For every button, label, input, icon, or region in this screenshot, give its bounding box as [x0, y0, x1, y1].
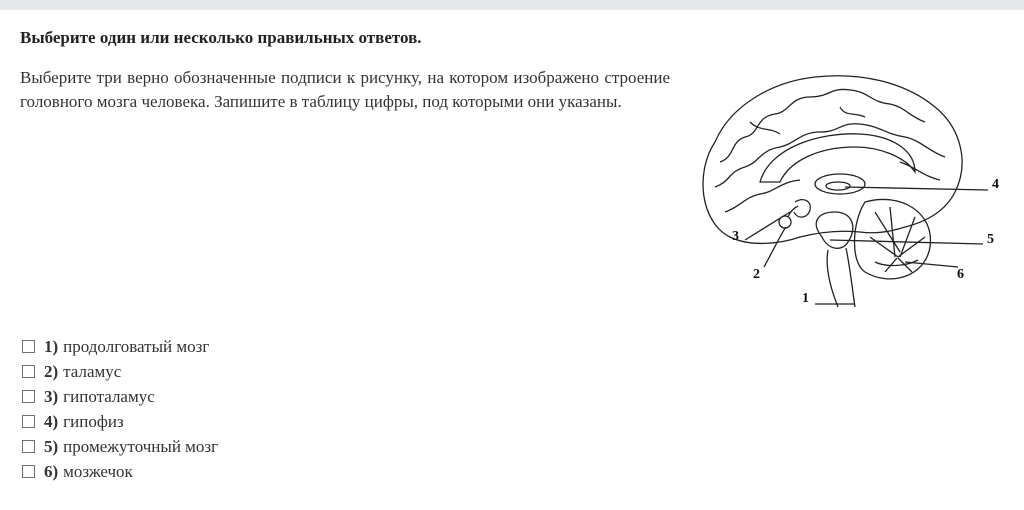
checkbox[interactable]	[22, 390, 35, 403]
figure-label-1: 1	[802, 291, 809, 306]
checkbox[interactable]	[22, 340, 35, 353]
figure-label-2: 2	[753, 267, 760, 282]
leader-4	[845, 187, 988, 190]
top-bar	[0, 0, 1024, 10]
option-number: 3)	[44, 386, 59, 406]
corpus-callosum	[760, 134, 915, 182]
pons	[816, 212, 853, 248]
figure-label-4: 4	[992, 177, 999, 192]
checkbox[interactable]	[22, 465, 35, 478]
option-2[interactable]	[22, 359, 218, 384]
leader-6	[905, 262, 958, 267]
option-text: мозжечок	[63, 461, 133, 481]
figure-label-5: 5	[987, 232, 994, 247]
checkbox[interactable]	[22, 440, 35, 453]
brain-figure	[690, 62, 1010, 317]
brain-diagram	[690, 62, 1010, 317]
answer-options	[22, 334, 218, 484]
option-5[interactable]	[22, 434, 218, 459]
question-text: Выберите три верно обозначенные подписи к рисунку, на котором изображено строение головного мозга человека. Запишите в таблицу цифры, под которыми они указаны.	[20, 68, 670, 111]
option-1[interactable]	[22, 334, 218, 359]
option-text: промежуточный мозг	[63, 436, 219, 456]
option-number: 1)	[44, 336, 59, 356]
option-text: таламус	[63, 361, 122, 381]
figure-label-6: 6	[957, 267, 964, 282]
leader-2	[764, 227, 786, 267]
checkbox[interactable]	[22, 365, 35, 378]
option-6[interactable]	[22, 459, 218, 484]
option-text: продолговатый мозг	[63, 336, 210, 356]
thalamus	[815, 174, 865, 194]
option-text: гипофиз	[63, 411, 124, 431]
leader-3	[745, 212, 790, 240]
hypothalamus	[794, 200, 810, 217]
figure-label-3: 3	[732, 229, 739, 244]
option-text: гипоталамус	[63, 386, 155, 406]
option-number: 5)	[44, 436, 59, 456]
question-title: Выберите один или несколько правильных ответов.	[20, 28, 422, 47]
option-4[interactable]	[22, 409, 218, 434]
option-number: 6)	[44, 461, 59, 481]
checkbox[interactable]	[22, 415, 35, 428]
option-number: 4)	[44, 411, 59, 431]
option-number: 2)	[44, 361, 59, 381]
option-3[interactable]	[22, 384, 218, 409]
medulla	[827, 248, 855, 307]
